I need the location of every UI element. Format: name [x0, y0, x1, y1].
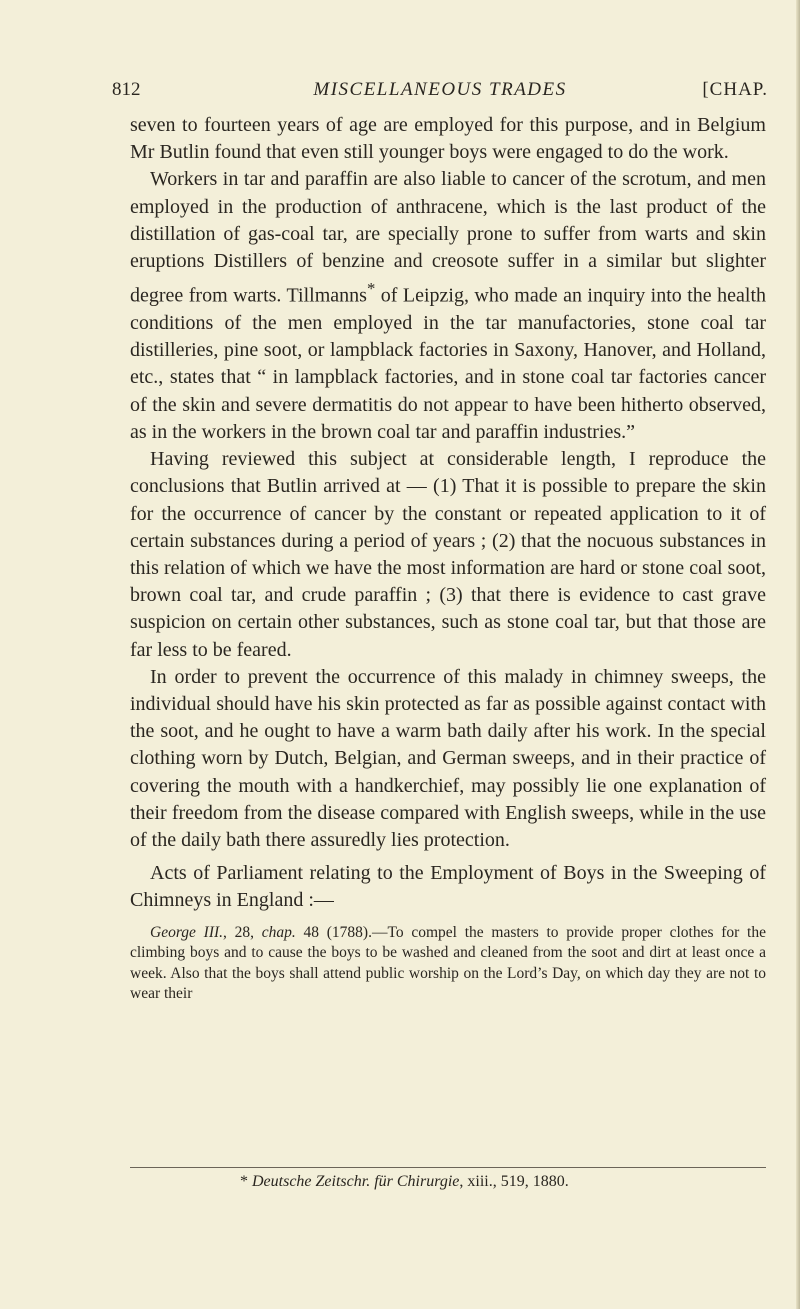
paragraph-5: Acts of Parliament relating to the Employment of Boys in the Sweeping of Chimneys in England :— [130, 862, 766, 912]
page-body [130, 112, 766, 1005]
page-edge [796, 0, 800, 1309]
footnote [240, 1172, 740, 1192]
footnote-journal: Deutsche Zeitschr. für Chirurgie [252, 1173, 460, 1190]
statute-chap: chap. [261, 923, 296, 941]
page-number: 812 [112, 79, 141, 100]
footnote-marker: * [366, 279, 376, 299]
footnote-divider [130, 1167, 766, 1168]
footnote-citation: , xiii., 519, 1880. [459, 1173, 569, 1190]
footnote-symbol: * [240, 1173, 248, 1190]
paragraph-4: In order to prevent the occurrence of this malady in chimney sweeps, the individual should have his skin protected as far as possible against contact with the soot, and he ought to have a warm bath daily after his work. In the special clothing worn by Dutch, Belgian, and German sweeps, and in their practice of covering the mouth with a handkerchief, may possibly lie one explanation of their freedom from the disease compared with English sweeps, while in the use of the daily bath there assuredly lies protection. [130, 665, 766, 851]
statute-reign: George III. [150, 923, 224, 941]
statute-text: 48 (1788).—To compel the masters to provide proper clothes for the climbing boys and to cause the boys to be washed and cleaned from the soot and dirt at least once a week. Also that the boys shall attend public worship on the Lord’s Day, on which day they are not to wear their [130, 923, 766, 1003]
running-title: MISCELLANEOUS TRADES [313, 79, 567, 100]
paragraph-3: Having reviewed this subject at considerable length, I reproduce the conclusions that Butlin arrived at — (1) That it is possible to prepare the skin for the occurrence of cancer by the constant or repeated application to it of certain substances during a period of years ; (2) that the nocuous substances in this relation of which we have the most information are hard or stone coal soot, brown coal tar, and crude paraffin ; (3) that there is evidence to cast grave suspicion on certain other substances, such as stone coal tar, but that those are far less to be feared. [130, 448, 766, 661]
statute-entry [130, 923, 766, 1005]
paragraph-1: seven to fourteen years of age are employed for this purpose, and in Belgium Mr Butlin found that even still younger boys were engaged to do the work. [130, 114, 766, 164]
paragraph-2-text: Workers in tar and paraffin are also liable to cancer of the scrotum, and men employed in the production of anthracene, which is the last product of the distillation of gas-coal tar, are specially prone to suffer from warts and skin eruptions Distillers of benzine and creosote suffer in a similar but slighter degree from warts. [130, 168, 766, 307]
paragraph-2-quote: of Leipzig, who made an inquiry into the health conditions of the men employed in the tar manufactories, stone coal tar distilleries, pine soot, or lampblack factories in Saxony, Hanover, and Holland, etc., states that “ in lampblack factories, and in stone coal tar factories cancer of the skin and severe dermatitis do not appear to have been hitherto observed, as in the workers in the brown coal tar and paraffin industries.” [130, 284, 767, 443]
paragraph-2 [130, 166, 766, 446]
statute-number: , 28, [223, 923, 262, 941]
chapter-tag: [CHAP. [702, 79, 768, 100]
author-name: Tillmanns [286, 284, 367, 307]
